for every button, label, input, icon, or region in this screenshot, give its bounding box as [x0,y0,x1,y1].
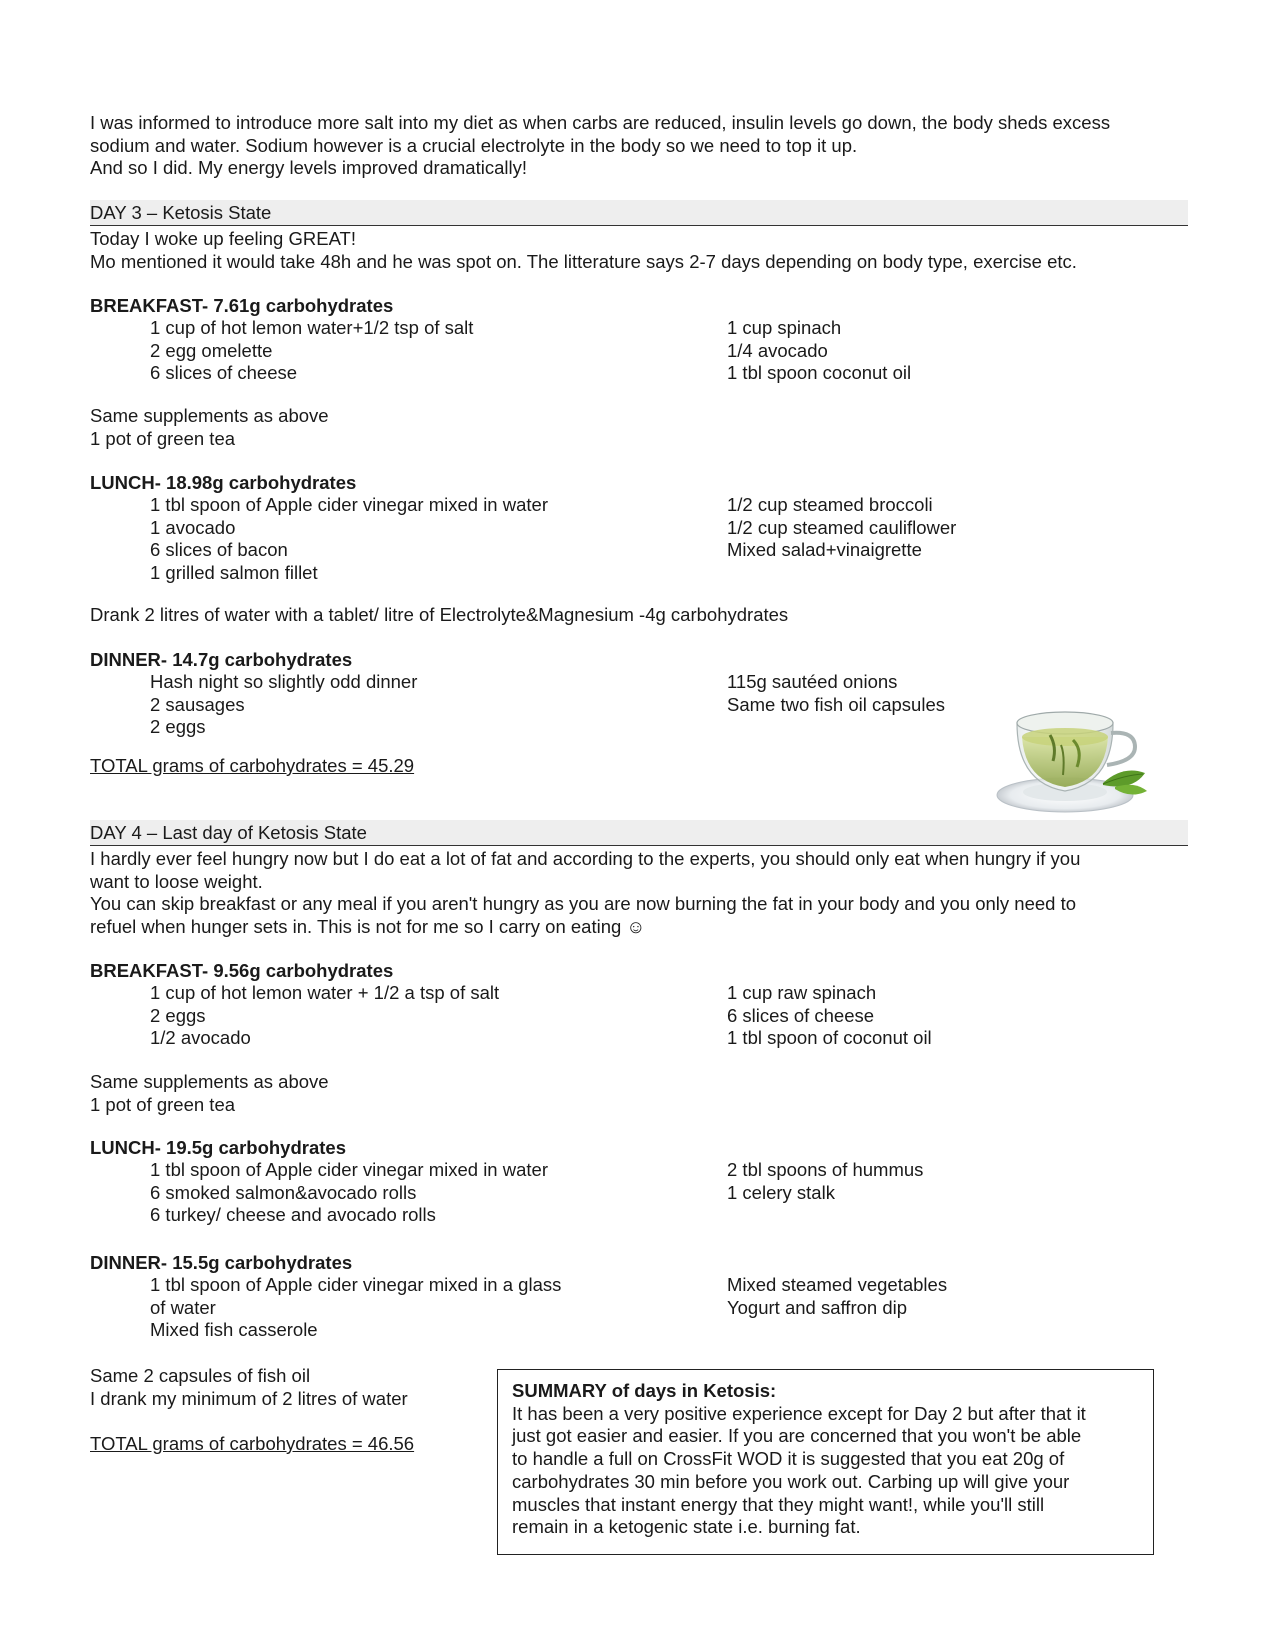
food-item: 115g sautéed onions [727,671,898,692]
food-item: 2 eggs [150,716,206,738]
food-item: 6 smoked salmon&avocado rolls [150,1181,417,1203]
day4-lunch-right [727,1159,923,1204]
food-item: 2 eggs [150,1004,206,1026]
food-item: Mixed steamed vegetables [727,1274,948,1295]
intro-line: sodium and water. Sodium however is a crucial electrolyte in the body so we need to top it up. [90,134,858,156]
summary-title: SUMMARY of days in Ketosis: [512,1380,777,1401]
food-item: 2 egg omelette [150,339,273,361]
day4-breakfast-title: BREAKFAST- 9.56g carbohydrates [90,960,394,981]
intro-line: I was informed to introduce more salt into my diet as when carbs are reduced, insulin levels go down, the body sheds excess [90,112,1111,133]
food-item: 6 slices of bacon [150,539,288,561]
food-item: 2 sausages [150,693,245,715]
food-item: 6 turkey/ cheese and avocado rolls [150,1204,436,1226]
day3-dinner-right [727,671,945,716]
note-line: Same supplements as above [90,1071,329,1092]
summary-line: just got easier and easier. If you are concerned that you won't be able [512,1425,1082,1447]
food-item: of water [150,1296,216,1318]
day4-after-breakfast [90,1071,1190,1116]
food-item: 1 celery stalk [727,1181,835,1203]
summary-line: carbohydrates 30 min before you work out. Carbing up will give your [512,1470,1070,1492]
food-item: 1/2 cup steamed broccoli [727,494,933,515]
note-line: 1 pot of green tea [90,427,236,449]
day4-after-dinner [90,1365,408,1410]
food-item: Yogurt and saffron dip [727,1296,908,1318]
food-item: 1/2 avocado [150,1027,251,1049]
day4-heading: DAY 4 – Last day of Ketosis State [90,820,1188,846]
summary-line: It has been a very positive experience except for Day 2 but after that it [512,1402,1086,1424]
food-item: 1 cup of hot lemon water+1/2 tsp of salt [150,317,474,338]
food-item: 1 cup of hot lemon water + 1/2 a tsp of salt [150,982,500,1003]
food-item: 2 tbl spoons of hummus [727,1159,924,1180]
day4-dinner-title: DINNER- 15.5g carbohydrates [90,1252,353,1273]
day3-dinner-left [150,671,417,739]
summary-line: muscles that instant energy that they might want!, while you'll still [512,1493,1045,1515]
food-item: 1/4 avocado [727,339,828,361]
day4-intro-line: want to loose weight. [90,870,263,892]
day4-intro-line: I hardly ever feel hungry now but I do eat a lot of fat and according to the experts, you should only eat when hungry if you [90,848,1081,869]
note-line: 1 pot of green tea [90,1093,236,1115]
day4-lunch-title: LUNCH- 19.5g carbohydrates [90,1137,346,1158]
note-line: Same 2 capsules of fish oil [90,1365,311,1386]
food-item: 1 tbl spoon of Apple cider vinegar mixed in water [150,1159,548,1180]
day3-total [90,755,1190,778]
day3-breakfast-right [727,317,911,385]
food-item: 1 cup spinach [727,317,842,338]
day4-breakfast-left [150,982,499,1050]
note-line: I drank my minimum of 2 litres of water [90,1387,408,1409]
food-item: 1 grilled salmon fillet [150,562,318,584]
food-item: Mixed fish casserole [150,1319,318,1341]
day4-intro-line: You can skip breakfast or any meal if you aren't hungry as you are now burning the fat in your body and you only need to [90,893,1077,915]
day3-lunch-right [727,494,956,562]
day4-total-text: TOTAL grams of carbohydrates = 46.56 [90,1433,415,1454]
day3-intro-line: Mo mentioned it would take 48h and he was spot on. The litterature says 2-7 days depending on body type, exercise etc. [90,250,1077,272]
day4-dinner-right [727,1274,947,1319]
day3-lunch-title: LUNCH- 18.98g carbohydrates [90,472,357,493]
day3-after-breakfast [90,405,1190,450]
day3-heading: DAY 3 – Ketosis State [90,200,1188,226]
food-item: 1 tbl spoon of coconut oil [727,1027,932,1049]
food-item: 6 slices of cheese [150,362,298,384]
food-item: Mixed salad+vinaigrette [727,539,922,561]
day4-intro-line: refuel when hunger sets in. This is not for me so I carry on eating ☺ [90,916,646,938]
day3-intro-line: Today I woke up feeling GREAT! [90,228,356,249]
intro-paragraph [90,112,1190,180]
day4-lunch-left [150,1159,548,1227]
day3-dinner-title: DINNER- 14.7g carbohydrates [90,649,353,670]
day3-breakfast-title: BREAKFAST- 7.61g carbohydrates [90,295,394,316]
day4-total [90,1433,414,1456]
food-item: Same two fish oil capsules [727,693,945,715]
day3-breakfast-left [150,317,473,385]
day4-intro [90,848,1190,939]
food-item: 1 cup raw spinach [727,982,877,1003]
food-item: 1 tbl spoon coconut oil [727,362,912,384]
intro-line: And so I did. My energy levels improved dramatically! [90,157,527,179]
day3-lunch-left [150,494,548,585]
food-item: 6 slices of cheese [727,1004,875,1026]
day3-total-text: TOTAL grams of carbohydrates = 45.29 [90,755,415,776]
food-item: 1 avocado [150,516,236,538]
food-item: 1 tbl spoon of Apple cider vinegar mixed in a glass [150,1274,562,1295]
food-item: Hash night so slightly odd dinner [150,671,418,692]
day4-breakfast-right [727,982,932,1050]
food-item: 1/2 cup steamed cauliflower [727,516,957,538]
food-item: 1 tbl spoon of Apple cider vinegar mixed in water [150,494,548,515]
day4-dinner-left [150,1274,561,1342]
day3-intro [90,228,1190,273]
summary-box [497,1369,1154,1555]
summary-line: to handle a full on CrossFit WOD it is suggested that you eat 20g of [512,1448,1065,1470]
day3-after-lunch: Drank 2 litres of water with a tablet/ litre of Electrolyte&Magnesium -4g carbohydrates [90,604,789,625]
note-line: Same supplements as above [90,405,329,426]
summary-line: remain in a ketogenic state i.e. burning fat. [512,1516,861,1538]
